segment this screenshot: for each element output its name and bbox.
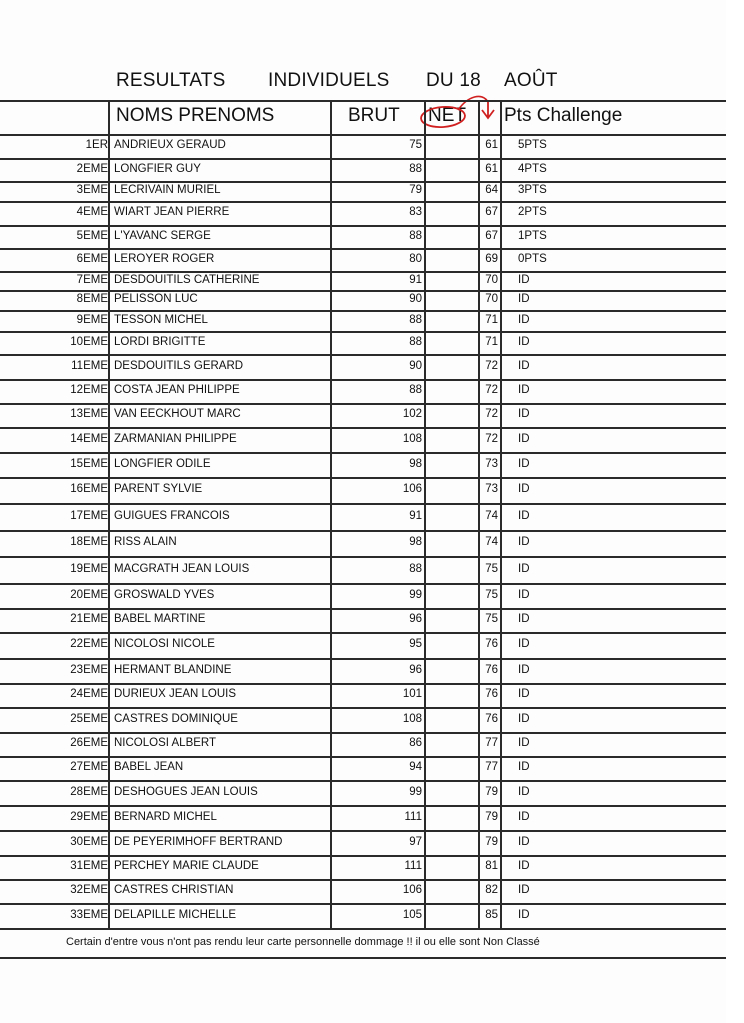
column-divider bbox=[108, 100, 110, 928]
brut-cell: 94 bbox=[409, 761, 422, 773]
name-cell: LORDI BRIGITTE bbox=[114, 335, 206, 348]
pts-cell: ID bbox=[518, 273, 530, 286]
rank-cell: 28EME bbox=[70, 785, 108, 798]
rank-cell: 7EME bbox=[76, 273, 108, 286]
pts-cell: 1PTS bbox=[518, 229, 547, 242]
name-cell: LECRIVAIN MURIEL bbox=[114, 184, 221, 196]
net-cell: 72 bbox=[485, 359, 498, 372]
brut-cell: 96 bbox=[409, 663, 422, 676]
net-cell: 70 bbox=[485, 273, 498, 286]
pts-cell: ID bbox=[518, 408, 530, 420]
header-pts-challenge: Pts Challenge bbox=[504, 105, 623, 126]
rank-cell: 26EME bbox=[70, 737, 108, 749]
pts-cell: ID bbox=[518, 712, 530, 725]
net-cell: 76 bbox=[485, 712, 498, 725]
name-cell: CASTRES DOMINIQUE bbox=[114, 712, 238, 725]
name-cell: LONGFIER GUY bbox=[114, 162, 201, 175]
brut-cell: 83 bbox=[409, 206, 422, 218]
pts-cell: ID bbox=[518, 860, 530, 872]
brut-cell: 80 bbox=[409, 252, 422, 265]
net-cell: 69 bbox=[485, 252, 498, 265]
net-cell: 70 bbox=[485, 293, 498, 305]
rank-cell: 22EME bbox=[70, 638, 108, 650]
name-cell: PELISSON LUC bbox=[114, 293, 198, 305]
net-cell: 74 bbox=[485, 509, 498, 522]
pts-cell: ID bbox=[518, 359, 530, 372]
rank-cell: 8EME bbox=[76, 293, 108, 305]
rank-cell: 3EME bbox=[76, 184, 108, 196]
rank-cell: 23EME bbox=[70, 663, 108, 676]
rank-cell: 32EME bbox=[70, 884, 108, 896]
brut-cell: 111 bbox=[404, 860, 422, 872]
pts-cell: ID bbox=[518, 908, 530, 921]
title-word-individuels: INDIVIDUELS bbox=[268, 70, 390, 91]
brut-cell: 96 bbox=[409, 613, 422, 625]
pts-cell: ID bbox=[518, 737, 530, 749]
pts-cell: ID bbox=[518, 761, 530, 773]
rank-cell: 21EME bbox=[70, 613, 108, 625]
net-cell: 67 bbox=[485, 229, 498, 242]
pts-cell: 4PTS bbox=[518, 162, 547, 175]
net-cell: 72 bbox=[485, 408, 498, 420]
rank-cell: 31EME bbox=[70, 860, 108, 872]
net-cell: 79 bbox=[485, 785, 498, 798]
rank-cell: 6EME bbox=[76, 252, 108, 265]
name-cell: TESSON MICHEL bbox=[114, 313, 208, 326]
brut-cell: 102 bbox=[402, 408, 422, 420]
pts-cell: 0PTS bbox=[518, 252, 547, 265]
net-cell: 73 bbox=[485, 457, 498, 470]
brut-cell: 101 bbox=[402, 688, 422, 700]
brut-cell: 88 bbox=[409, 162, 422, 175]
net-cell: 67 bbox=[485, 206, 498, 218]
net-cell: 76 bbox=[485, 688, 498, 700]
name-cell: DURIEUX JEAN LOUIS bbox=[114, 688, 237, 700]
net-cell: 74 bbox=[485, 536, 498, 548]
net-cell: 75 bbox=[485, 613, 498, 625]
rank-cell: 17EME bbox=[70, 509, 108, 522]
header-net: NET bbox=[428, 105, 466, 126]
brut-cell: 97 bbox=[409, 835, 422, 848]
pts-cell: ID bbox=[518, 810, 530, 823]
net-cell: 77 bbox=[485, 737, 498, 749]
pts-cell: ID bbox=[518, 432, 530, 445]
name-cell: PARENT SYLVIE bbox=[114, 483, 203, 495]
brut-cell: 99 bbox=[409, 588, 422, 601]
name-cell: DE PEYERIMHOFF BERTRAND bbox=[114, 835, 283, 848]
net-cell: 72 bbox=[485, 384, 498, 396]
rank-cell: 5EME bbox=[76, 229, 108, 242]
brut-cell: 75 bbox=[409, 139, 422, 151]
pts-cell: ID bbox=[518, 663, 530, 676]
column-divider bbox=[330, 100, 332, 928]
brut-cell: 90 bbox=[409, 359, 422, 372]
rank-cell: 13EME bbox=[70, 408, 108, 420]
pts-cell: ID bbox=[518, 509, 530, 522]
pts-cell: ID bbox=[518, 536, 530, 548]
brut-cell: 95 bbox=[409, 638, 422, 650]
net-cell: 76 bbox=[485, 638, 498, 650]
brut-cell: 79 bbox=[409, 184, 422, 196]
rank-cell: 24EME bbox=[70, 688, 108, 700]
pts-cell: ID bbox=[518, 785, 530, 798]
name-cell: DESHOGUES JEAN LOUIS bbox=[114, 785, 258, 798]
pts-cell: ID bbox=[518, 562, 530, 575]
brut-cell: 106 bbox=[402, 483, 422, 495]
net-cell: 71 bbox=[485, 313, 498, 326]
rank-cell: 4EME bbox=[76, 206, 108, 218]
name-cell: BABEL JEAN bbox=[114, 761, 184, 773]
column-divider bbox=[500, 100, 502, 928]
rank-cell: 15EME bbox=[70, 457, 108, 470]
rank-cell: 33EME bbox=[70, 908, 108, 921]
rank-cell: 29EME bbox=[70, 810, 108, 823]
brut-cell: 111 bbox=[404, 810, 422, 823]
rank-cell: 10EME bbox=[70, 335, 108, 348]
brut-cell: 106 bbox=[402, 884, 422, 896]
rank-cell: 2EME bbox=[76, 162, 108, 175]
name-cell: VAN EECKHOUT MARC bbox=[114, 408, 241, 420]
brut-cell: 90 bbox=[409, 293, 422, 305]
net-cell: 61 bbox=[485, 139, 498, 151]
rank-cell: 19EME bbox=[70, 562, 108, 575]
net-cell: 73 bbox=[485, 483, 498, 495]
brut-cell: 88 bbox=[409, 229, 422, 242]
name-cell: BABEL MARTINE bbox=[114, 613, 206, 625]
pts-cell: ID bbox=[518, 835, 530, 848]
name-cell: RISS ALAIN bbox=[114, 536, 177, 548]
name-cell: ZARMANIAN PHILIPPE bbox=[114, 432, 237, 445]
pts-cell: 5PTS bbox=[518, 139, 547, 151]
brut-cell: 88 bbox=[409, 384, 422, 396]
net-cell: 75 bbox=[485, 588, 498, 601]
rank-cell: 9EME bbox=[76, 313, 108, 326]
column-divider bbox=[478, 100, 480, 928]
name-cell: CASTRES CHRISTIAN bbox=[114, 884, 234, 896]
pts-cell: ID bbox=[518, 457, 530, 470]
footer-rule bbox=[0, 957, 726, 959]
rank-cell: 30EME bbox=[70, 835, 108, 848]
name-cell: LEROYER ROGER bbox=[114, 252, 215, 265]
rank-cell: 25EME bbox=[70, 712, 108, 725]
name-cell: COSTA JEAN PHILIPPE bbox=[114, 384, 240, 396]
brut-cell: 99 bbox=[409, 785, 422, 798]
pts-cell: ID bbox=[518, 613, 530, 625]
name-cell: DESDOUITILS GERARD bbox=[114, 359, 244, 372]
name-cell: L'YAVANC SERGE bbox=[114, 229, 211, 242]
brut-cell: 105 bbox=[402, 908, 422, 921]
net-cell: 85 bbox=[485, 908, 498, 921]
pts-cell: ID bbox=[518, 384, 530, 396]
title-word-month: AOÛT bbox=[504, 70, 558, 91]
column-divider bbox=[424, 100, 426, 928]
title-word-resultats: RESULTATS bbox=[116, 70, 226, 91]
brut-cell: 98 bbox=[409, 457, 422, 470]
net-cell: 76 bbox=[485, 663, 498, 676]
pts-cell: 2PTS bbox=[518, 206, 547, 218]
header-brut: BRUT bbox=[348, 105, 400, 126]
brut-cell: 88 bbox=[409, 335, 422, 348]
net-cell: 79 bbox=[485, 835, 498, 848]
name-cell: NICOLOSI ALBERT bbox=[114, 737, 217, 749]
rank-cell: 16EME bbox=[70, 483, 108, 495]
net-cell: 61 bbox=[485, 162, 498, 175]
rank-cell: 1ER bbox=[85, 139, 108, 151]
brut-cell: 91 bbox=[409, 273, 422, 286]
rank-cell: 27EME bbox=[70, 761, 108, 773]
name-cell: LONGFIER ODILE bbox=[114, 457, 211, 470]
net-cell: 77 bbox=[485, 761, 498, 773]
pts-cell: ID bbox=[518, 638, 530, 650]
name-cell: ANDRIEUX GERAUD bbox=[114, 139, 226, 151]
name-cell: GROSWALD YVES bbox=[114, 588, 215, 601]
brut-cell: 88 bbox=[409, 313, 422, 326]
pts-cell: ID bbox=[518, 884, 530, 896]
brut-cell: 91 bbox=[409, 509, 422, 522]
pts-cell: ID bbox=[518, 588, 530, 601]
net-cell: 75 bbox=[485, 562, 498, 575]
net-cell: 71 bbox=[485, 335, 498, 348]
name-cell: DESDOUITILS CATHERINE bbox=[114, 273, 260, 286]
pts-cell: ID bbox=[518, 335, 530, 348]
footer-note: Certain d'entre vous n'ont pas rendu leur carte personnelle dommage !! il ou elle sont Non Classé bbox=[66, 936, 540, 948]
header-names: NOMS PRENOMS bbox=[116, 105, 275, 126]
pts-cell: 3PTS bbox=[518, 184, 547, 196]
red-circle-arrow-annotation bbox=[410, 90, 520, 140]
pts-cell: ID bbox=[518, 293, 530, 305]
brut-cell: 108 bbox=[402, 432, 422, 445]
net-cell: 72 bbox=[485, 432, 498, 445]
name-cell: HERMANT BLANDINE bbox=[114, 663, 232, 676]
name-cell: PERCHEY MARIE CLAUDE bbox=[114, 860, 259, 872]
rank-cell: 11EME bbox=[71, 359, 108, 372]
pts-cell: ID bbox=[518, 313, 530, 326]
net-cell: 82 bbox=[485, 884, 498, 896]
title-word-date: DU 18 bbox=[426, 70, 481, 91]
pts-cell: ID bbox=[518, 483, 530, 495]
brut-cell: 88 bbox=[409, 562, 422, 575]
name-cell: WIART JEAN PIERRE bbox=[114, 206, 230, 218]
name-cell: DELAPILLE MICHELLE bbox=[114, 908, 237, 921]
brut-cell: 98 bbox=[409, 536, 422, 548]
net-cell: 64 bbox=[485, 184, 498, 196]
brut-cell: 108 bbox=[402, 712, 422, 725]
pts-cell: ID bbox=[518, 688, 530, 700]
name-cell: NICOLOSI NICOLE bbox=[114, 638, 215, 650]
rank-cell: 18EME bbox=[70, 536, 108, 548]
rank-cell: 20EME bbox=[70, 588, 108, 601]
name-cell: GUIGUES FRANCOIS bbox=[114, 509, 230, 522]
rank-cell: 14EME bbox=[70, 432, 108, 445]
net-cell: 79 bbox=[485, 810, 498, 823]
rank-cell: 12EME bbox=[70, 384, 108, 396]
table-rule bbox=[0, 928, 726, 930]
brut-cell: 86 bbox=[409, 737, 422, 749]
net-cell: 81 bbox=[485, 860, 498, 872]
name-cell: MACGRATH JEAN LOUIS bbox=[114, 562, 250, 575]
name-cell: BERNARD MICHEL bbox=[114, 810, 217, 823]
